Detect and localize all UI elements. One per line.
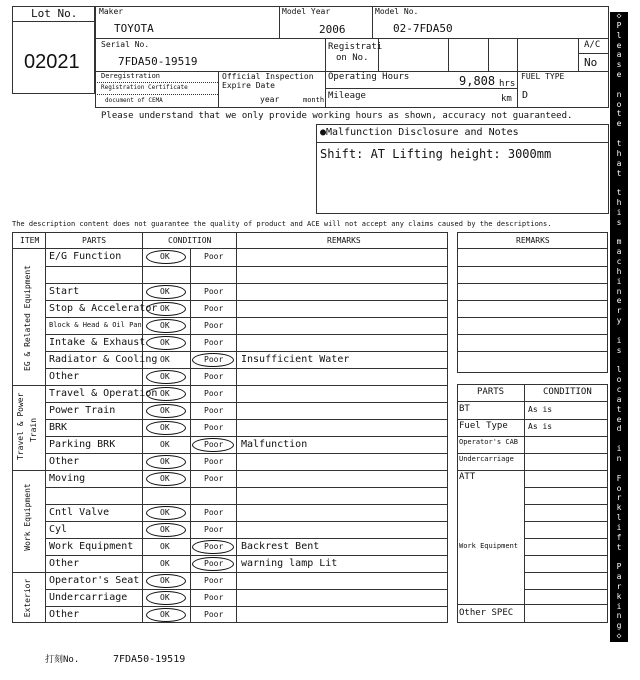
selected-oval [146,370,186,384]
condition-ok: OK [160,405,170,415]
fuel-type-value: D [522,90,529,101]
selected-oval [146,421,186,435]
part-name: Operator's Seat [49,574,140,586]
right-part-name: Other SPEC [459,608,514,618]
part-name: Cntl Valve [49,506,110,518]
lot-label: Lot No. [31,7,78,20]
right-part-name: Work Equipment [459,542,519,550]
condition-ok: OK [160,575,170,585]
condition-poor: Poor [204,507,224,517]
registration-label-2: on No. [336,53,369,63]
part-name: Undercarriage [49,591,128,603]
condition-ok: OK [160,439,170,449]
header-remarks-right: REMARKS [516,236,550,245]
condition-ok: OK [160,303,170,313]
condition-ok: OK [160,456,170,466]
part-name: Stop & Accelerator [49,302,158,314]
hrs-unit: hrs [499,79,516,89]
condition-poor: Poor [204,456,224,466]
part-name: Block & Head & Oil Pan [49,320,142,329]
notice-text: Please understand that we only provide working hours as shown, accuracy not guaranteed. [101,111,573,121]
condition-poor: Poor [204,524,224,534]
location-notice-bar: ◇ P l e a s e n o t e t h a t t h i s m a c h i n e r y i s l o c a t e d i n F o r k l i f t P a r k i n g ◇ [610,12,628,642]
condition-poor: Poor [204,473,224,483]
maker-label: Maker [99,7,124,16]
selected-oval [146,591,186,605]
right-part-condition: As is [528,422,553,431]
ac-label: A/C [584,40,601,50]
selected-oval [146,472,186,486]
selected-oval [192,557,234,571]
condition-ok: OK [160,541,170,551]
mileage-label: Mileage [328,91,366,101]
right-part-condition: As is [528,405,553,414]
condition-poor: Poor [204,252,224,261]
condition-poor: Poor [204,592,224,602]
condition-ok: OK [160,354,170,364]
condition-ok: OK [160,558,170,568]
right-part-name: BT [459,404,470,414]
year-label: year [260,95,280,104]
selected-oval [192,353,234,367]
part-name: Moving [49,472,86,484]
condition-poor: Poor [204,337,224,347]
lot-number: 02021 [24,51,80,73]
selected-oval [146,455,186,469]
model-year-value: 2006 [319,23,346,36]
selected-oval [146,319,186,333]
serial-label: Serial No. [101,40,150,49]
group-eg-label: EG & Related Equipment [23,265,32,371]
operating-hours-label: Operating Hours [328,72,410,82]
condition-ok: OK [160,371,170,381]
part-name: Power Train [49,404,116,416]
group-travel-label-2: Train [29,417,38,443]
selected-oval [146,302,186,316]
ac-value: No [584,56,598,69]
selected-oval [146,404,186,418]
inspection-label-1: Official Inspection [222,72,314,81]
model-no-value: 02-7FDA50 [393,22,453,35]
condition-ok: OK [160,422,170,432]
right-parts-header: PARTS [477,387,505,397]
condition-poor: Poor [204,558,224,568]
serial-value: 7FDA50-19519 [118,55,198,68]
part-name: Other [49,370,80,382]
operating-hours-value: 9,808 [459,74,496,88]
condition-poor: Poor [204,541,224,551]
condition-ok: OK [160,252,170,261]
condition-ok: OK [160,592,170,602]
part-name: Other [49,557,80,569]
fuel-type-label: FUEL TYPE [521,72,565,81]
model-no-label: Model No. [375,7,419,16]
remark-text: Backrest Bent [241,540,320,552]
part-name: Intake & Exhaust [49,336,146,348]
header-remarks: REMARKS [327,236,361,245]
part-name: BRK [49,421,68,433]
group-work-label: Work Equipment [23,483,32,551]
condition-ok: OK [160,337,170,347]
malfunction-text: Shift: AT Lifting height: 3000mm [320,147,552,161]
condition-poor: Poor [204,439,224,449]
right-part-name: ATT [459,472,476,482]
group-travel-label-1: Travel & Power [16,392,25,460]
right-part-name: Operator's CAB [459,438,519,446]
registration-cert-label: Registration Certificate [101,84,188,91]
right-condition-header: CONDITION [543,387,592,397]
km-unit: km [501,94,512,104]
condition-ok: OK [160,473,170,483]
condition-poor: Poor [204,303,224,313]
footer-serial: 7FDA50-19519 [113,654,186,665]
condition-poor: Poor [204,320,224,330]
model-year-label: Model Year [282,7,331,16]
inspection-label-2: Expire Date [222,81,275,90]
selected-oval [146,608,186,622]
header-parts: PARTS [82,236,107,245]
part-name: Other [49,608,80,620]
part-name: Travel & Operation [49,387,158,399]
selected-oval [192,438,234,452]
part-name: Other [49,455,80,467]
footer-label: 打刻No. [45,655,80,665]
condition-ok: OK [160,320,170,330]
selected-oval [146,336,186,350]
right-part-name: Fuel Type [459,421,508,431]
cema-label: document of CEMA [105,97,163,104]
right-part-name: Undercarriage [459,455,514,463]
condition-ok: OK [160,388,170,398]
part-name: Cyl [49,523,68,535]
selected-oval [146,523,186,537]
header-condition: CONDITION [168,236,212,245]
selected-oval [146,506,186,520]
condition-ok: OK [160,286,170,296]
selected-oval [146,285,186,299]
part-name: Start [49,285,80,297]
selected-oval [146,250,186,264]
malfunction-title: ●Malfunction Disclosure and Notes [320,127,519,138]
group-exterior-label: Exterior [23,578,32,618]
condition-poor: Poor [204,405,224,415]
condition-ok: OK [160,507,170,517]
part-name: Work Equipment [49,540,134,552]
condition-poor: Poor [204,422,224,432]
header-item: ITEM [20,236,40,245]
condition-poor: Poor [204,388,224,398]
part-name: Parking BRK [49,438,116,450]
condition-poor: Poor [204,371,224,381]
selected-oval [192,540,234,554]
disclaimer-text: The description content does not guarantee the quality of product and ACE will not accept any claims caused by the descriptions. [12,220,552,228]
condition-poor: Poor [204,609,224,619]
remark-text: warning lamp Lit [241,557,338,569]
condition-poor: Poor [204,286,224,296]
selected-oval [146,387,186,401]
condition-ok: OK [160,609,170,619]
registration-label-1: Registrati [328,42,383,52]
condition-ok: OK [160,524,170,534]
remark-text: Insufficient Water [241,353,350,365]
part-name: Radiator & Cooling [49,353,158,365]
condition-poor: Poor [204,354,224,364]
remark-text: Malfunction [241,438,308,450]
maker-value: TOYOTA [114,22,154,35]
selected-oval [146,574,186,588]
part-name: E/G Function [49,251,122,262]
condition-poor: Poor [204,575,224,585]
deregistration-label: Deregistration [101,72,161,80]
month-label: month [303,96,325,104]
